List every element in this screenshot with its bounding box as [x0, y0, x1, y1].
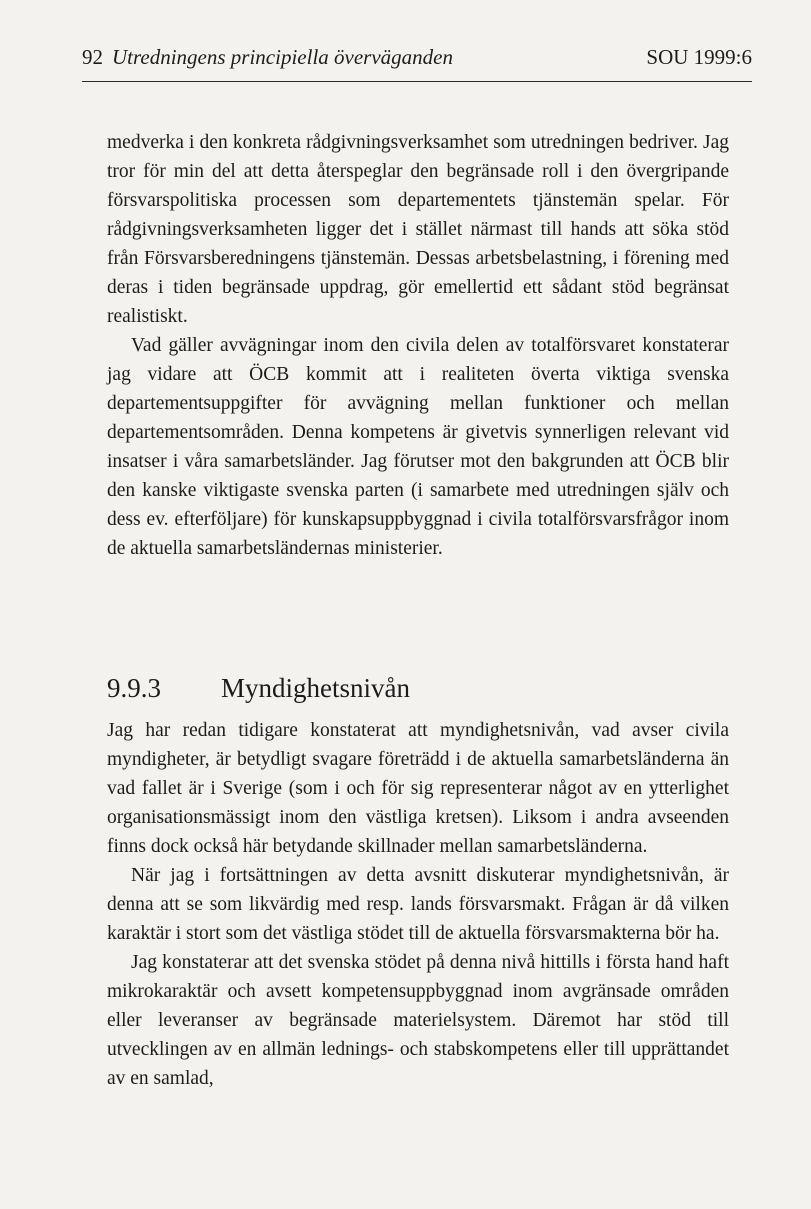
running-title: Utredningens principiella överväganden [112, 45, 453, 69]
page-header [82, 40, 752, 74]
body-text [107, 128, 729, 563]
paragraph: Jag har redan tidigare konstaterat att myndighetsnivån, vad avser civila myndigheter, är betydligt svagare företrädd i de aktuella samarbetsländerna än vad fallet är i Sverige (som i och för sig representerar något av en ytterlighet organisationsmässigt inom den västliga kretsen). Liksom i andra avseenden finns dock också här betydande skillnader mellan samarbetsländerna. [107, 720, 729, 857]
paragraph: Vad gäller avvägningar inom den civila delen av totalförsvaret konstaterar jag vidare att ÖCB kommit att i realiteten överta viktiga svenska departementsuppgifter för avvägning mellan funktioner och mellan departementsområden. Denna kompetens är givetvis synnerligen relevant vid insatser i våra samarbetsländer. Jag förutser mot den bakgrunden att ÖCB blir den kanske viktigaste svenska parten (i samarbete med utredningen själv och dess ev. efterföljare) för kunskapsuppbyggnad i civila totalförsvarsfrågor inom de aktuella samarbetsländernas ministerier. [107, 335, 729, 559]
paragraph: medverka i den konkreta rådgivningsverksamhet som utredningen bedriver. Jag tror för min del att detta återspeglar den begränsade roll i den övergripande försvarspolitiska processen som departementets tjänstemän spelar. För rådgivningsverksamheten ligger det i stället närmast till hands att söka stöd från Försvarsberedningens tjänstemän. Dessas arbetsbelastning, i förening med deras i tiden begränsade uppdrag, gör emellertid ett sådant stöd begränsat realistiskt. [107, 132, 729, 327]
page-number: 92 [82, 45, 103, 69]
series-identifier: SOU 1999:6 [646, 45, 752, 69]
paragraph: När jag i fortsättningen av detta avsnitt diskuterar myndighetsnivån, är denna att se som likvärdig med resp. lands försvarsmakt. Frågan är då vilken karaktär i stort som det västliga stödet till de aktuella försvarsmakterna bör ha. [107, 865, 729, 944]
section-body-text [107, 716, 729, 1093]
section-number: 9.9.3 [107, 673, 161, 703]
section-title: Myndighetsnivån [221, 673, 410, 703]
section-heading [107, 668, 729, 708]
header-rule [82, 81, 752, 82]
paragraph: Jag konstaterar att det svenska stödet på denna nivå hittills i första hand haft mikrokaraktär och avsett kompetensuppbyggnad inom avgränsade områden eller leveranser av begränsade materielsystem. Däremot har stöd till utvecklingen av en allmän lednings- och stabskompetens eller till upprättandet av en samlad, [107, 952, 729, 1089]
